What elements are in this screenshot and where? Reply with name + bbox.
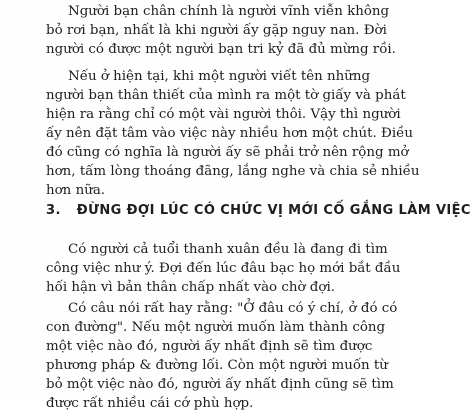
text-line: đó cũng có nghĩa là người ấy sẽ phải trở nên rộng mở bbox=[46, 145, 409, 160]
text-line: người bạn thân thiết của mình ra một tờ giấy và phát bbox=[46, 88, 406, 103]
text-line: ấy nên đặt tâm vào việc này nhiều hơn một chút. Điều bbox=[46, 126, 414, 141]
text-line: hối hận vì bản thân chấp nhất vào chờ đợi. bbox=[46, 280, 335, 295]
text-line: được rất nhiều cái cớ phù hợp. bbox=[46, 396, 254, 411]
paragraph-youth-job bbox=[46, 240, 401, 297]
paragraph-true-friend bbox=[46, 2, 396, 59]
text-line: Nếu ở hiện tại, khi một người viết tên những bbox=[68, 69, 371, 84]
paragraph-friend-list bbox=[46, 67, 420, 200]
text-line: phương pháp & đường lối. Còn một người muốn từ bbox=[46, 358, 388, 373]
text-line: Người bạn chân chính là người vĩnh viễn không bbox=[68, 4, 390, 19]
paragraph-will-and-way bbox=[46, 299, 398, 413]
text-line: hơn nữa. bbox=[46, 183, 106, 198]
text-line: một việc nào đó, người ấy nhất định sẽ tìm được bbox=[46, 339, 373, 354]
text-line: hiện ra rằng chỉ có một vài người thôi. Vậy thì người bbox=[46, 107, 401, 122]
text-line: Có câu nói rất hay rằng: "Ở đâu có ý chí, ở đó có bbox=[68, 301, 398, 316]
text-line: hơn, tấm lòng thoáng đãng, lắng nghe và chia sẻ nhiều bbox=[46, 164, 420, 179]
text-line: con đường". Nếu một người muốn làm thành công bbox=[46, 320, 386, 335]
section-heading bbox=[46, 203, 471, 218]
section-title: ĐỪNG ĐỢI LÚC CÓ CHỨC VỊ MỚI CỐ GẮNG LÀM VIỆC bbox=[76, 203, 471, 218]
text-line: bỏ rơi bạn, nhất là khi người ấy gặp nguy nan. Đời bbox=[46, 23, 387, 38]
text-line: Có người cả tuổi thanh xuân đều là đang đi tìm bbox=[68, 242, 388, 257]
text-line: bỏ một việc nào đó, người ấy nhất định cũng sẽ tìm bbox=[46, 377, 394, 392]
section-number: 3. bbox=[46, 203, 61, 218]
text-line: người có được một người bạn tri kỷ đã đủ mừng rồi. bbox=[46, 42, 396, 57]
text-line: công việc như ý. Đợi đến lúc đâu bạc họ mới bắt đầu bbox=[46, 261, 401, 276]
